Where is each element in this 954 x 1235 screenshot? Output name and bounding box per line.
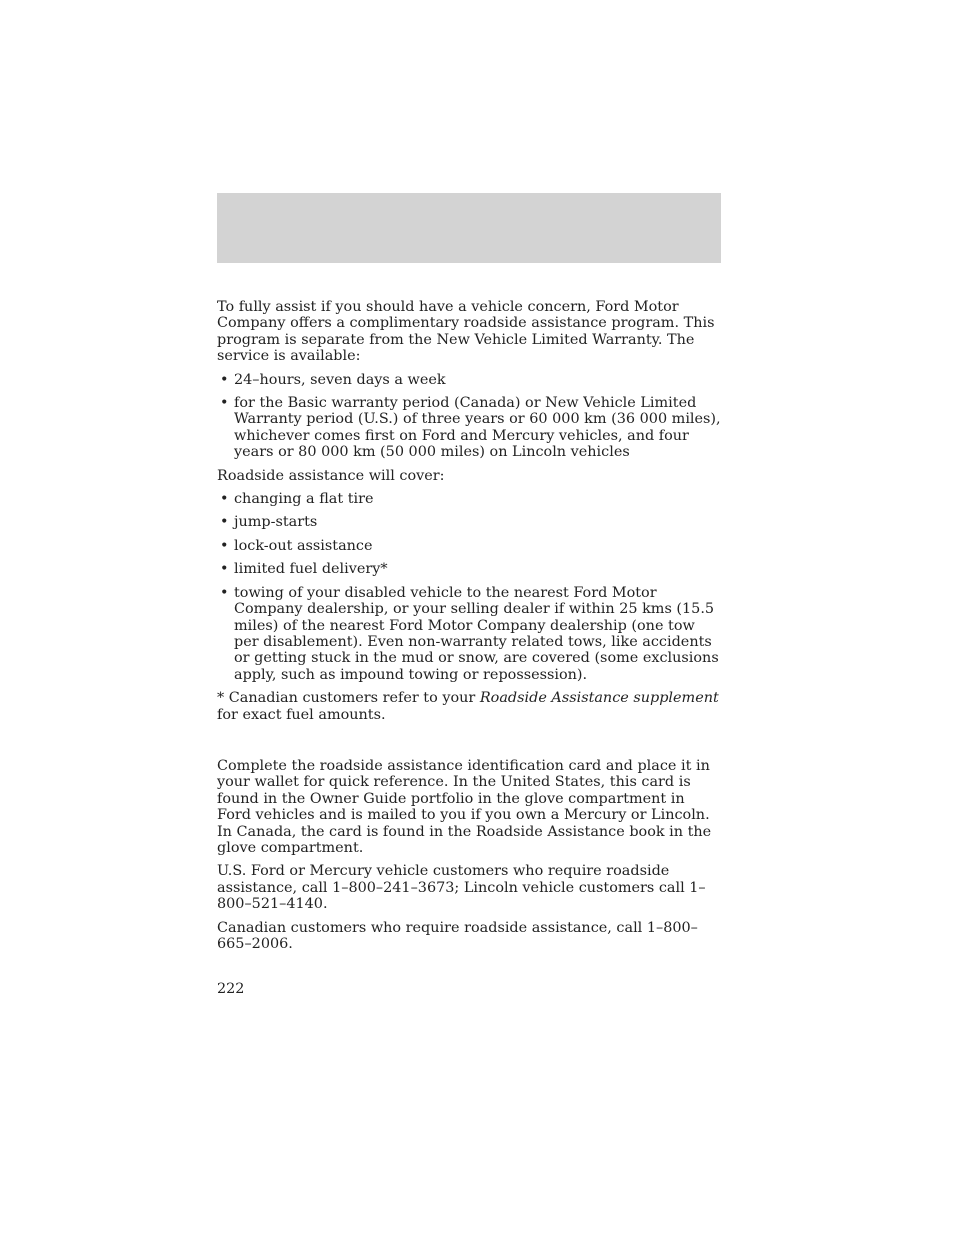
list-item: • towing of your disabled vehicle to the nearest Ford Motor Company dealership, or your selling dealer if within 25 kms (15.5 miles) of the nearest Ford Motor Company dealership (one tow per disablement). Even non-warranty related tows, like accidents or getting stuck in the mud or snow, are covered (some exclusions apply, such as impound towing or repossession). (217, 585, 723, 683)
list-item: • lock-out assistance (217, 538, 723, 554)
intro-paragraph: To fully assist if you should have a vehicle concern, Ford Motor Company offers a complimentary roadside assistance program. This program is separate from the New Vehicle Limited Warranty. The service is available: (217, 299, 715, 365)
list-item: • 24–hours, seven days a week (217, 372, 723, 388)
us-contact-paragraph: U.S. Ford or Mercury vehicle customers who require roadside assistance, call 1–800–241–3673; Lincoln vehicle customers call 1–800–521–4140. (217, 863, 706, 913)
list-item: • for the Basic warranty period (Canada) or New Vehicle Limited Warranty period (U.S.) of three years or 60 000 km (36 000 miles), whichever comes first on Ford and Mercury vehicles, and four years or 80 000 km (50 000 miles) on Lincoln vehicles (217, 395, 723, 461)
fuel-footnote (217, 690, 723, 723)
footnote-supplement-title: Roadside Assistance supplement (479, 690, 719, 707)
availability-list (217, 372, 723, 461)
id-card-paragraph: Complete the roadside assistance identification card and place it in your wallet for quick reference. In the United States, this card is found in the Owner Guide portfolio in the glove compartment in Ford vehicles and is mailed to you if you own a Mercury or Lincoln. In Canada, the card is found in the Roadside Assistance book in the glove compartment. (217, 757, 712, 856)
list-item: • jump-starts (217, 514, 723, 530)
footnote-prefix: * Canadian customers refer to your (217, 690, 480, 707)
section-header-band (217, 193, 721, 263)
list-item: • limited fuel delivery* (217, 561, 723, 577)
coverage-intro: Roadside assistance will cover: (217, 467, 445, 484)
footnote-suffix: for exact fuel amounts. (217, 706, 386, 723)
canada-contact-paragraph: Canadian customers who require roadside assistance, call 1–800–665–2006. (217, 919, 698, 952)
list-item: • changing a flat tire (217, 491, 723, 507)
coverage-list (217, 491, 723, 683)
page-number: 222 (217, 981, 245, 997)
page-content (217, 299, 723, 959)
